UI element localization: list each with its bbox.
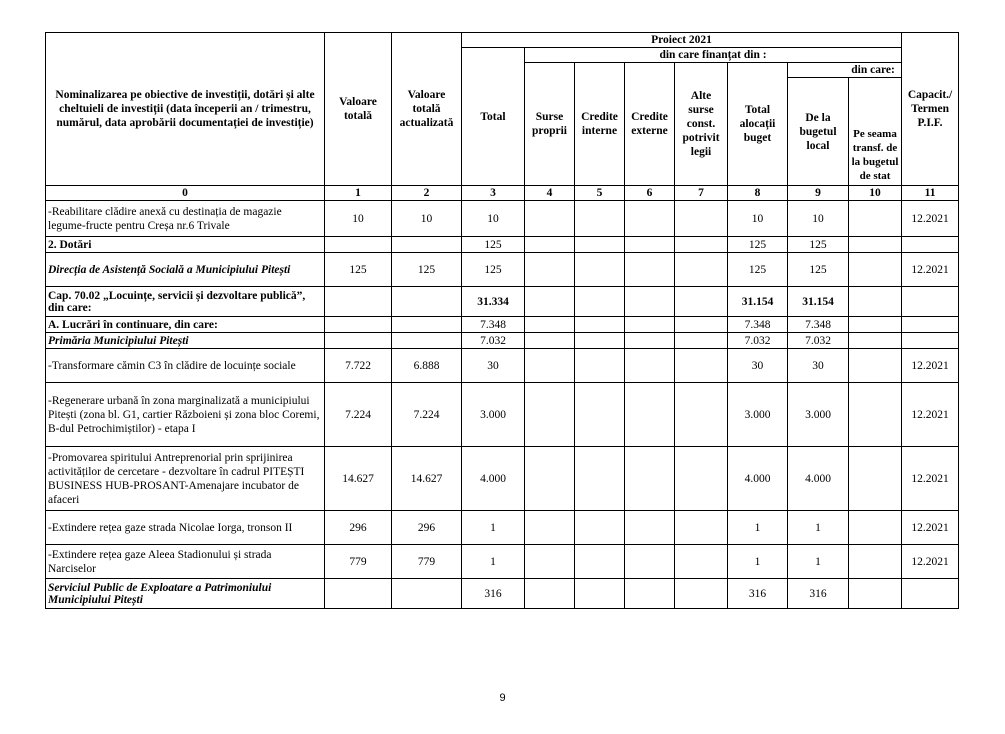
cell-total: 30 [462, 349, 525, 383]
cell-bugetul-local: 4.000 [788, 447, 849, 511]
cell-total-alocatii: 31.154 [728, 287, 788, 317]
column-index: 8 [728, 186, 788, 201]
table-row [46, 511, 959, 545]
cell-alte-surse [675, 545, 728, 579]
cell-surse-proprii [525, 383, 575, 447]
cell-termen-pif [902, 317, 959, 333]
cell-termen-pif [902, 333, 959, 349]
cell-surse-proprii [525, 317, 575, 333]
cell-bugetul-local: 316 [788, 579, 849, 609]
cell-termen-pif: 12.2021 [902, 349, 959, 383]
row-name: -Regenerare urbană în zona marginalizată a municipiului Pitești (zona bl. G1, cartier Războieni și zona bloc Coremi, B-dul Petrochimiștilor) - etapa I [46, 383, 325, 447]
cell-surse-proprii [525, 579, 575, 609]
cell-bugetul-stat [849, 545, 902, 579]
cell-termen-pif: 12.2021 [902, 201, 959, 237]
table-row [46, 579, 959, 609]
cell-surse-proprii [525, 201, 575, 237]
column-index-row [46, 186, 959, 201]
cell-valoare-actualizata [392, 237, 462, 253]
cell-credite-interne [575, 579, 625, 609]
cell-credite-interne [575, 383, 625, 447]
cell-bugetul-local: 7.348 [788, 317, 849, 333]
cell-termen-pif [902, 237, 959, 253]
cell-valoare-actualizata [392, 287, 462, 317]
table-row [46, 447, 959, 511]
cell-alte-surse [675, 383, 728, 447]
cell-surse-proprii [525, 287, 575, 317]
cell-valoare-totala: 7.722 [325, 349, 392, 383]
cell-total: 3.000 [462, 383, 525, 447]
cell-credite-interne [575, 287, 625, 317]
cell-bugetul-stat [849, 237, 902, 253]
cell-valoare-actualizata [392, 333, 462, 349]
cell-bugetul-local: 7.032 [788, 333, 849, 349]
cell-surse-proprii [525, 545, 575, 579]
column-index: 4 [525, 186, 575, 201]
cell-total: 1 [462, 545, 525, 579]
cell-total: 316 [462, 579, 525, 609]
header-bugetul-local: De la bugetul local [788, 78, 849, 186]
cell-alte-surse [675, 317, 728, 333]
cell-valoare-totala: 10 [325, 201, 392, 237]
cell-valoare-actualizata: 10 [392, 201, 462, 237]
cell-credite-externe [625, 511, 675, 545]
header-valoare-totala: Valoare totală [325, 33, 392, 186]
cell-total-alocatii: 7.032 [728, 333, 788, 349]
cell-valoare-actualizata: 7.224 [392, 383, 462, 447]
header-name: Nominalizarea pe obiective de investiții, dotări și alte cheltuieli de investiții (data începerii an / trimestru, numărul, data aprobării documentației de investiție) [46, 33, 325, 186]
cell-credite-interne [575, 349, 625, 383]
cell-credite-interne [575, 237, 625, 253]
cell-total: 4.000 [462, 447, 525, 511]
cell-bugetul-local: 3.000 [788, 383, 849, 447]
cell-credite-interne [575, 201, 625, 237]
cell-alte-surse [675, 511, 728, 545]
row-name: 2. Dotări [46, 237, 325, 253]
cell-bugetul-stat [849, 349, 902, 383]
cell-credite-externe [625, 333, 675, 349]
cell-credite-externe [625, 383, 675, 447]
table-row [46, 383, 959, 447]
column-index: 11 [902, 186, 959, 201]
row-name: -Reabilitare clădire anexă cu destinația de magazie legume-fructe pentru Creșa nr.6 Trivale [46, 201, 325, 237]
cell-credite-externe [625, 447, 675, 511]
cell-total: 125 [462, 237, 525, 253]
cell-alte-surse [675, 201, 728, 237]
cell-valoare-actualizata: 125 [392, 253, 462, 287]
cell-total-alocatii: 1 [728, 511, 788, 545]
row-name: -Extindere rețea gaze strada Nicolae Iorga, tronson II [46, 511, 325, 545]
header-surse-proprii: Surse proprii [525, 63, 575, 186]
cell-valoare-totala [325, 287, 392, 317]
cell-bugetul-stat [849, 317, 902, 333]
cell-valoare-totala [325, 333, 392, 349]
cell-valoare-totala: 296 [325, 511, 392, 545]
column-index: 9 [788, 186, 849, 201]
cell-credite-externe [625, 201, 675, 237]
cell-valoare-totala: 14.627 [325, 447, 392, 511]
cell-termen-pif: 12.2021 [902, 253, 959, 287]
column-index: 2 [392, 186, 462, 201]
cell-alte-surse [675, 333, 728, 349]
table-row [46, 317, 959, 333]
cell-credite-interne [575, 447, 625, 511]
cell-bugetul-stat [849, 579, 902, 609]
cell-bugetul-local: 30 [788, 349, 849, 383]
cell-credite-interne [575, 333, 625, 349]
cell-bugetul-stat [849, 383, 902, 447]
header-transf-bugetul-stat: Pe seama transf. de la bugetul de stat [849, 78, 902, 186]
cell-valoare-actualizata [392, 317, 462, 333]
cell-valoare-totala: 7.224 [325, 383, 392, 447]
cell-credite-interne [575, 317, 625, 333]
cell-valoare-actualizata: 6.888 [392, 349, 462, 383]
cell-surse-proprii [525, 253, 575, 287]
header-din-care-finantat: din care finanțat din : [525, 48, 902, 63]
cell-credite-interne [575, 545, 625, 579]
cell-termen-pif [902, 579, 959, 609]
cell-bugetul-stat [849, 333, 902, 349]
cell-total-alocatii: 10 [728, 201, 788, 237]
table-row [46, 253, 959, 287]
column-index: 7 [675, 186, 728, 201]
cell-credite-externe [625, 545, 675, 579]
column-index: 6 [625, 186, 675, 201]
cell-valoare-actualizata: 14.627 [392, 447, 462, 511]
cell-alte-surse [675, 287, 728, 317]
cell-surse-proprii [525, 333, 575, 349]
header-total: Total [462, 48, 525, 186]
cell-bugetul-stat [849, 287, 902, 317]
cell-total: 1 [462, 511, 525, 545]
cell-credite-interne [575, 511, 625, 545]
header-total-alocatii: Total alocații buget [728, 63, 788, 186]
header-valoare-actualizata: Valoare totală actualizată [392, 33, 462, 186]
row-name: Cap. 70.02 „Locuințe, servicii și dezvoltare publică”, din care: [46, 287, 325, 317]
cell-alte-surse [675, 253, 728, 287]
cell-termen-pif: 12.2021 [902, 383, 959, 447]
cell-bugetul-stat [849, 447, 902, 511]
cell-termen-pif: 12.2021 [902, 545, 959, 579]
cell-credite-externe [625, 237, 675, 253]
header-alte-surse: Alte surse const. potrivit legii [675, 63, 728, 186]
cell-valoare-actualizata [392, 579, 462, 609]
cell-bugetul-local: 1 [788, 545, 849, 579]
row-name: -Promovarea spiritului Antreprenorial prin sprijinirea activităților de cercetare - dezvoltare în cadrul PITEȘTI BUSINESS HUB-PROSANT-Amenajare incubator de afaceri [46, 447, 325, 511]
cell-bugetul-local: 125 [788, 237, 849, 253]
cell-valoare-actualizata: 779 [392, 545, 462, 579]
table-row [46, 287, 959, 317]
cell-surse-proprii [525, 511, 575, 545]
cell-termen-pif: 12.2021 [902, 511, 959, 545]
header-din-care: din care: [788, 63, 959, 78]
page-number: 9 [499, 692, 506, 704]
column-index: 0 [46, 186, 325, 201]
row-name: -Transformare cămin C3 în clădire de locuințe sociale [46, 349, 325, 383]
cell-total-alocatii: 4.000 [728, 447, 788, 511]
cell-bugetul-stat [849, 253, 902, 287]
cell-bugetul-stat [849, 201, 902, 237]
cell-total-alocatii: 125 [728, 253, 788, 287]
cell-valoare-totala: 779 [325, 545, 392, 579]
cell-credite-externe [625, 287, 675, 317]
cell-surse-proprii [525, 237, 575, 253]
cell-valoare-actualizata: 296 [392, 511, 462, 545]
cell-alte-surse [675, 447, 728, 511]
cell-total-alocatii: 3.000 [728, 383, 788, 447]
row-name: -Extindere rețea gaze Aleea Stadionului și strada Narciselor [46, 545, 325, 579]
column-index: 5 [575, 186, 625, 201]
cell-termen-pif: 12.2021 [902, 447, 959, 511]
cell-total-alocatii: 1 [728, 545, 788, 579]
cell-credite-externe [625, 253, 675, 287]
table-row [46, 333, 959, 349]
cell-bugetul-local: 125 [788, 253, 849, 287]
cell-credite-externe [625, 349, 675, 383]
column-index: 1 [325, 186, 392, 201]
cell-bugetul-local: 31.154 [788, 287, 849, 317]
row-name: Serviciul Public de Exploatare a Patrimoniului Municipiului Pitești [46, 579, 325, 609]
table-row [46, 237, 959, 253]
cell-bugetul-stat [849, 511, 902, 545]
cell-total-alocatii: 316 [728, 579, 788, 609]
cell-total: 7.032 [462, 333, 525, 349]
row-name: Direcția de Asistență Socială a Municipiului Pitești [46, 253, 325, 287]
cell-total: 31.334 [462, 287, 525, 317]
cell-total-alocatii: 30 [728, 349, 788, 383]
column-index: 10 [849, 186, 902, 201]
cell-alte-surse [675, 237, 728, 253]
table-row [46, 349, 959, 383]
cell-credite-externe [625, 579, 675, 609]
cell-credite-interne [575, 253, 625, 287]
cell-total-alocatii: 125 [728, 237, 788, 253]
header-capacitate: Capacit./ Termen P.I.F. [902, 33, 959, 186]
row-name: A. Lucrări în continuare, din care: [46, 317, 325, 333]
column-index: 3 [462, 186, 525, 201]
cell-credite-externe [625, 317, 675, 333]
cell-bugetul-local: 10 [788, 201, 849, 237]
cell-alte-surse [675, 349, 728, 383]
cell-total: 10 [462, 201, 525, 237]
cell-valoare-totala [325, 237, 392, 253]
cell-valoare-totala [325, 579, 392, 609]
cell-total: 125 [462, 253, 525, 287]
header-proiect: Proiect 2021 [462, 33, 902, 48]
cell-termen-pif [902, 287, 959, 317]
investment-table [45, 32, 959, 609]
table-row [46, 201, 959, 237]
row-name: Primăria Municipiului Pitești [46, 333, 325, 349]
cell-valoare-totala: 125 [325, 253, 392, 287]
header-credite-interne: Credite interne [575, 63, 625, 186]
header-credite-externe: Credite externe [625, 63, 675, 186]
table-row [46, 545, 959, 579]
cell-surse-proprii [525, 349, 575, 383]
cell-total-alocatii: 7.348 [728, 317, 788, 333]
cell-total: 7.348 [462, 317, 525, 333]
cell-surse-proprii [525, 447, 575, 511]
cell-alte-surse [675, 579, 728, 609]
cell-valoare-totala [325, 317, 392, 333]
cell-bugetul-local: 1 [788, 511, 849, 545]
